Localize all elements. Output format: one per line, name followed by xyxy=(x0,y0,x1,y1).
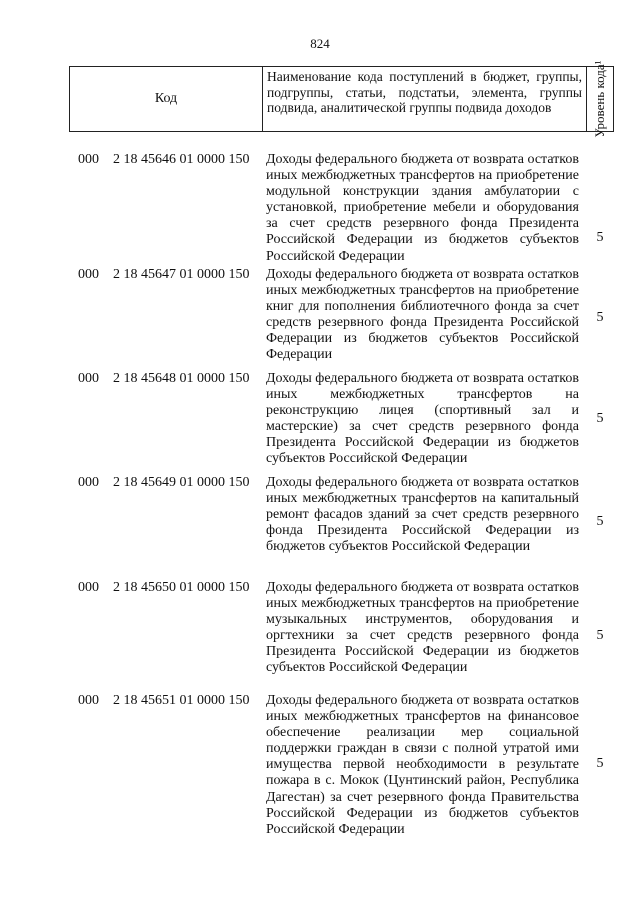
row-prefix: 000 xyxy=(78,152,99,167)
header-name: Наименование кода поступлений в бюджет, группы, подгруппы, статьи, подстатьи, элемента, группы подвида, аналитической группы подвида доходов xyxy=(263,67,587,131)
row-prefix: 000 xyxy=(78,580,99,595)
table-header xyxy=(69,60,614,138)
row-description: Доходы федерального бюджета от возврата остатков иных межбюджетных трансфертов на финансовое обеспечение реализации мер социальной поддержки граждан в связи с полной утратой ими имущества первой необходимости в результате пожара в с. Мокок (Цунтинский район, Республика Дагестан) за счет резервного фонда Правительства Российской Федерации из бюджетов субъектов Российской Федерации xyxy=(266,693,579,837)
row-description: Доходы федерального бюджета от возврата остатков иных межбюджетных трансфертов на капитальный ремонт фасадов зданий за счет средств резервного фонда Президента Российской Федерации из бюджетов субъектов Российской Федерации xyxy=(266,475,579,555)
table-row xyxy=(0,580,640,693)
header-level-label: Уровень кода¹ xyxy=(592,60,607,138)
header-code: Код xyxy=(70,67,263,131)
page-number: 824 xyxy=(310,36,330,51)
row-level: 5 xyxy=(596,756,604,771)
row-description: Доходы федерального бюджета от возврата остатков иных межбюджетных трансфертов на приобретение модульной конструкции здания амбулатории с установкой, приобретение мебели и оборудования за счет средств резервного фонда Президента Российской Федерации из бюджетов субъектов Российской Федерации xyxy=(266,152,579,264)
row-code: 2 18 45646 01 0000 150 xyxy=(113,152,250,167)
header-level xyxy=(587,60,613,138)
row-code: 2 18 45650 01 0000 150 xyxy=(113,580,250,595)
table-row xyxy=(0,371,640,475)
table-row xyxy=(0,475,640,580)
row-level: 5 xyxy=(596,310,604,325)
table-row xyxy=(0,267,640,371)
row-prefix: 000 xyxy=(78,693,99,708)
row-level: 5 xyxy=(596,514,604,529)
row-code: 2 18 45647 01 0000 150 xyxy=(113,267,250,282)
row-description: Доходы федерального бюджета от возврата остатков иных межбюджетных трансфертов на реконструкцию лицея (спортивный зал и мастерские) за счет средств резервного фонда Президента Российской Федерации из бюджетов субъектов Российской Федерации xyxy=(266,371,579,467)
row-level: 5 xyxy=(596,230,604,245)
row-prefix: 000 xyxy=(78,371,99,386)
row-code: 2 18 45649 01 0000 150 xyxy=(113,475,250,490)
table-body xyxy=(0,152,640,843)
row-level: 5 xyxy=(596,628,604,643)
row-code: 2 18 45648 01 0000 150 xyxy=(113,371,250,386)
row-prefix: 000 xyxy=(78,475,99,490)
row-description: Доходы федерального бюджета от возврата остатков иных межбюджетных трансфертов на приобретение музыкальных инструментов, оборудования и оргтехники за счет средств резервного фонда Президента Российской Федерации из бюджетов субъектов Российской Федерации xyxy=(266,580,579,676)
table-row xyxy=(0,152,640,267)
row-level: 5 xyxy=(596,411,604,426)
row-code: 2 18 45651 01 0000 150 xyxy=(113,693,250,708)
table-row xyxy=(0,693,640,843)
row-description: Доходы федерального бюджета от возврата остатков иных межбюджетных трансфертов на приобретение книг для пополнения библиотечного фонда за счет средств резервного фонда Президента Российской Федерации из бюджетов субъектов Российской Федерации xyxy=(266,267,579,363)
row-prefix: 000 xyxy=(78,267,99,282)
